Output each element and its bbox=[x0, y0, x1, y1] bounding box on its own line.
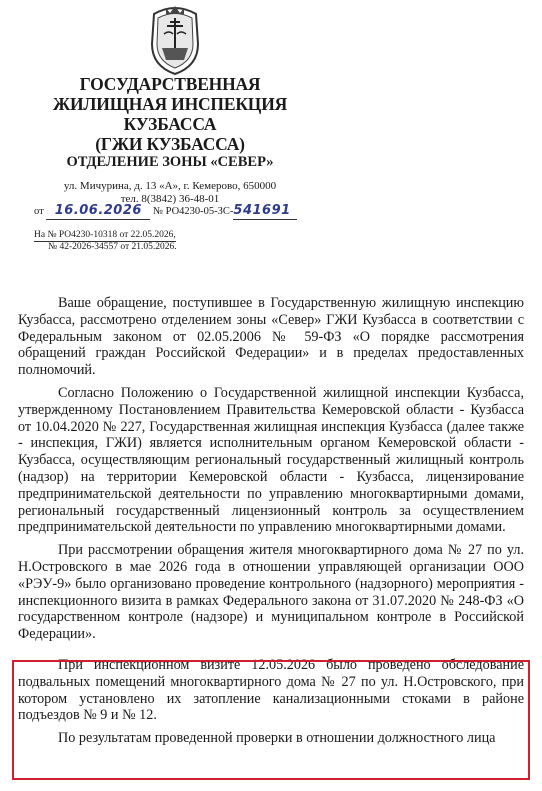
body-paragraph: При рассмотрении обращения жителя многоквартирного дома № 27 по ул. Н.Островского в мае 2026 года в отношении управляющей организации ООО «РЭУ-9» было организовано проведение контрольного (надзорного) мероприятия - инспекционного визита в рамках Федерального закона от 31.07.2020 № 248-ФЗ «О государственном контроле (надзоре) и муниципальном контроле в Российской Федерации». bbox=[18, 542, 524, 643]
agency-title-line: КУЗБАССА bbox=[123, 114, 217, 134]
agency-title-line: (ГЖИ КУЗБАССА) bbox=[95, 134, 245, 154]
body-paragraph: Согласно Положению о Государственной жилищной инспекции Кузбасса, утвержденному Постановлением Правительства Кемеровской области - Кузбасса от 10.04.2020 № 227, Государственная жилищная инспекция Кузбасса (далее также - инспекция, ГЖИ) является исполнительным органом Кемеровской области - Кузбасса, осуществляющим региональный государственный жилищный контроль (надзор) на территории Кемеровской области - Кузбасса, лицензирование предпринимательской деятельности по управлению многоквартирными домами, региональный государственный лицензионный контроль за осуществлением предпринимательской деятельности по управлению многоквартирными домами. bbox=[18, 384, 524, 536]
department-name: ОТДЕЛЕНИЕ ЗОНЫ «СЕВЕР» bbox=[66, 154, 274, 170]
highlight-frame bbox=[12, 660, 530, 780]
handwritten-number: 541691 bbox=[233, 203, 291, 218]
address-phone: тел. 8(3842) 36-48-01 bbox=[120, 193, 220, 205]
handwritten-date: 16.06.2026 bbox=[54, 203, 142, 218]
incoming-ref-line-2: № 42-2026-34557 от 21.05.2026. bbox=[48, 242, 177, 252]
ref-from-label: от bbox=[34, 206, 44, 217]
address-street: ул. Мичурина, д. 13 «А», г. Кемерово, 650000 bbox=[63, 180, 277, 192]
kuzbass-coat-of-arms-icon bbox=[140, 4, 210, 76]
outgoing-reference bbox=[34, 204, 334, 220]
incoming-ref-line-1: На № РО4230-10318 от 22.05.2026, bbox=[34, 230, 176, 240]
agency-title-line: ЖИЛИЩНАЯ ИНСПЕКЦИЯ bbox=[52, 94, 288, 114]
body-paragraph: По результатам проведенной проверки в отношении должностного лица bbox=[58, 730, 496, 747]
body-paragraph: Ваше обращение, поступившее в Государственную жилищную инспекцию Кузбасса, рассмотрено отделением зоны «Север» ГЖИ Кузбасса в соответствии с Федеральным законом от 02.05.2006 № 59-ФЗ «О порядке рассмотрения обращений граждан Российской Федерации» и в пределах предоставленных полномочий. bbox=[18, 295, 524, 379]
agency-title bbox=[40, 74, 300, 154]
agency-title-line: ГОСУДАРСТВЕННАЯ bbox=[79, 74, 261, 94]
ref-number-prefix: № РО4230-05-ЗС- bbox=[152, 206, 234, 217]
body-paragraph: При инспекционном визите 12.05.2026 было проведено обследование подвальных помещений многоквартирного дома № 27 по ул. Н.Островского, при котором установлено их затопление канализационными стоками в районе подъездов № 9 и № 12. bbox=[18, 656, 524, 724]
incoming-reference bbox=[34, 230, 177, 253]
